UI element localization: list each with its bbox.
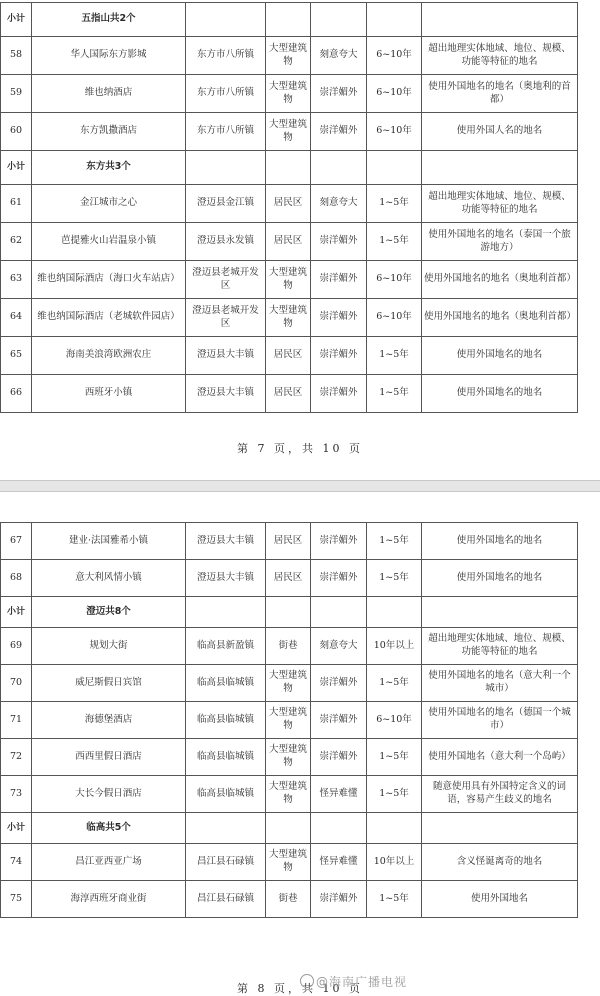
subtotal-name: 东方共3个	[32, 151, 186, 185]
subtotal-label: 小计	[1, 151, 32, 185]
category-cell: 大型建筑物	[266, 844, 311, 881]
place-name: 海德堡酒店	[32, 702, 186, 739]
row-number: 69	[1, 628, 32, 665]
category-cell: 大型建筑物	[266, 776, 311, 813]
row-number: 75	[1, 881, 32, 918]
feature-cell: 怪异难懂	[311, 776, 367, 813]
place-name: 东方凯撒酒店	[32, 113, 186, 151]
row-number: 74	[1, 844, 32, 881]
category-cell: 大型建筑物	[266, 702, 311, 739]
place-name: 金江城市之心	[32, 185, 186, 223]
years-cell: 6~10年	[367, 113, 422, 151]
subtotal-label: 小计	[1, 597, 32, 628]
feature-cell: 刻意夸大	[311, 628, 367, 665]
category-cell: 街巷	[266, 881, 311, 918]
feature-cell: 崇洋媚外	[311, 702, 367, 739]
years-cell: 1~5年	[367, 739, 422, 776]
feature-cell: 崇洋媚外	[311, 523, 367, 560]
table-row	[1, 223, 578, 261]
reason-cell: 使用外国地名的地名（德国一个城市）	[422, 702, 578, 739]
location-cell: 澄迈县老城开发区	[186, 261, 266, 299]
category-cell: 居民区	[266, 337, 311, 375]
years-cell: 10年以上	[367, 844, 422, 881]
location-cell: 东方市八所镇	[186, 37, 266, 75]
place-name: 大长今假日酒店	[32, 776, 186, 813]
row-number: 73	[1, 776, 32, 813]
feature-cell: 崇洋媚外	[311, 739, 367, 776]
row-number: 61	[1, 185, 32, 223]
reason-cell: 使用外国地名的地名（意大利一个城市）	[422, 665, 578, 702]
years-cell: 1~5年	[367, 375, 422, 413]
empty-cell	[311, 597, 367, 628]
category-cell: 居民区	[266, 523, 311, 560]
location-cell: 临高县临城镇	[186, 776, 266, 813]
feature-cell: 刻意夸大	[311, 37, 367, 75]
subtotal-label: 小计	[1, 3, 32, 37]
document-page-7	[0, 0, 600, 480]
subtotal-row	[1, 3, 578, 37]
row-number: 59	[1, 75, 32, 113]
location-cell: 东方市八所镇	[186, 75, 266, 113]
place-name: 西西里假日酒店	[32, 739, 186, 776]
row-number: 66	[1, 375, 32, 413]
row-number: 60	[1, 113, 32, 151]
place-name: 维也纳国际酒店（海口火车站店）	[32, 261, 186, 299]
reason-cell: 使用外国人名的地名	[422, 113, 578, 151]
row-number: 62	[1, 223, 32, 261]
page-footer: 第 8 页，共 10 页	[237, 982, 363, 995]
reason-cell: 使用外国地名的地名	[422, 560, 578, 597]
years-cell: 10年以上	[367, 628, 422, 665]
empty-cell	[311, 151, 367, 185]
years-cell: 1~5年	[367, 560, 422, 597]
table-row	[1, 375, 578, 413]
place-name: 芭提雅火山岩温泉小镇	[32, 223, 186, 261]
page-footer: 第 7 页，共 10 页	[237, 442, 363, 455]
feature-cell: 崇洋媚外	[311, 223, 367, 261]
table-row	[1, 739, 578, 776]
reason-cell: 使用外国地名（意大利一个岛屿）	[422, 739, 578, 776]
page-separator	[0, 480, 600, 492]
row-number: 63	[1, 261, 32, 299]
row-number: 72	[1, 739, 32, 776]
empty-cell	[422, 3, 578, 37]
empty-cell	[186, 3, 266, 37]
empty-cell	[186, 813, 266, 844]
table-row	[1, 261, 578, 299]
location-cell: 临高县临城镇	[186, 665, 266, 702]
reason-cell: 使用外国地名的地名	[422, 337, 578, 375]
location-cell: 临高县新盈镇	[186, 628, 266, 665]
empty-cell	[311, 3, 367, 37]
category-cell: 居民区	[266, 223, 311, 261]
feature-cell: 刻意夸大	[311, 185, 367, 223]
location-cell: 澄迈县大丰镇	[186, 560, 266, 597]
empty-cell	[266, 813, 311, 844]
subtotal-row	[1, 597, 578, 628]
empty-cell	[186, 597, 266, 628]
feature-cell: 崇洋媚外	[311, 261, 367, 299]
years-cell: 1~5年	[367, 881, 422, 918]
years-cell: 1~5年	[367, 523, 422, 560]
feature-cell: 崇洋媚外	[311, 113, 367, 151]
category-cell: 大型建筑物	[266, 299, 311, 337]
table-row	[1, 844, 578, 881]
table-row	[1, 37, 578, 75]
reason-cell: 使用外国地名的地名	[422, 375, 578, 413]
location-cell: 澄迈县永发镇	[186, 223, 266, 261]
years-cell: 6~10年	[367, 261, 422, 299]
reason-cell: 超出地理实体地域、地位、规模、功能等特征的地名	[422, 185, 578, 223]
category-cell: 街巷	[266, 628, 311, 665]
empty-cell	[422, 597, 578, 628]
feature-cell: 崇洋媚外	[311, 375, 367, 413]
location-cell: 东方市八所镇	[186, 113, 266, 151]
reason-cell: 使用外国地名的地名（奥地利的首都）	[422, 75, 578, 113]
place-name-table	[0, 522, 578, 918]
location-cell: 昌江县石碌镇	[186, 881, 266, 918]
years-cell: 1~5年	[367, 337, 422, 375]
years-cell: 1~5年	[367, 665, 422, 702]
feature-cell: 崇洋媚外	[311, 337, 367, 375]
place-name: 华人国际东方影城	[32, 37, 186, 75]
place-name: 海南美浪湾欧洲农庄	[32, 337, 186, 375]
reason-cell: 随意使用具有外国特定含义的词语，容易产生歧义的地名	[422, 776, 578, 813]
location-cell: 澄迈县老城开发区	[186, 299, 266, 337]
table-row	[1, 665, 578, 702]
location-cell: 澄迈县大丰镇	[186, 523, 266, 560]
place-name: 规划大街	[32, 628, 186, 665]
empty-cell	[186, 151, 266, 185]
years-cell: 1~5年	[367, 185, 422, 223]
reason-cell: 使用外国地名的地名（泰国一个旅游地方）	[422, 223, 578, 261]
years-cell: 1~5年	[367, 776, 422, 813]
empty-cell	[266, 3, 311, 37]
table-row	[1, 560, 578, 597]
empty-cell	[422, 151, 578, 185]
reason-cell: 使用外国地名的地名（奥地利首都）	[422, 299, 578, 337]
feature-cell: 崇洋媚外	[311, 560, 367, 597]
category-cell: 居民区	[266, 560, 311, 597]
place-name: 海淳西班牙商业街	[32, 881, 186, 918]
category-cell: 大型建筑物	[266, 113, 311, 151]
subtotal-row	[1, 151, 578, 185]
empty-cell	[422, 813, 578, 844]
reason-cell: 超出地理实体地域、地位、规模、功能等特征的地名	[422, 628, 578, 665]
table-row	[1, 523, 578, 560]
location-cell: 澄迈县金江镇	[186, 185, 266, 223]
empty-cell	[367, 597, 422, 628]
location-cell: 临高县临城镇	[186, 739, 266, 776]
location-cell: 临高县临城镇	[186, 702, 266, 739]
location-cell: 澄迈县大丰镇	[186, 375, 266, 413]
table-row	[1, 881, 578, 918]
place-name: 维也纳国际酒店（老城软件园店）	[32, 299, 186, 337]
table-row	[1, 185, 578, 223]
category-cell: 大型建筑物	[266, 665, 311, 702]
watermark: @海南广播电视	[300, 973, 407, 990]
years-cell: 6~10年	[367, 75, 422, 113]
document-page-8	[0, 492, 600, 993]
years-cell: 6~10年	[367, 299, 422, 337]
table-row	[1, 776, 578, 813]
empty-cell	[367, 813, 422, 844]
place-name: 建业·法国雅希小镇	[32, 523, 186, 560]
table-row	[1, 702, 578, 739]
category-cell: 大型建筑物	[266, 37, 311, 75]
category-cell: 大型建筑物	[266, 261, 311, 299]
years-cell: 1~5年	[367, 223, 422, 261]
place-name: 意大利风情小镇	[32, 560, 186, 597]
location-cell: 昌江县石碌镇	[186, 844, 266, 881]
feature-cell: 崇洋媚外	[311, 665, 367, 702]
table-row	[1, 113, 578, 151]
row-number: 64	[1, 299, 32, 337]
row-number: 65	[1, 337, 32, 375]
feature-cell: 崇洋媚外	[311, 299, 367, 337]
subtotal-name: 临高共5个	[32, 813, 186, 844]
weibo-icon	[300, 974, 314, 988]
empty-cell	[266, 597, 311, 628]
row-number: 68	[1, 560, 32, 597]
empty-cell	[367, 3, 422, 37]
row-number: 70	[1, 665, 32, 702]
years-cell: 6~10年	[367, 37, 422, 75]
feature-cell: 崇洋媚外	[311, 881, 367, 918]
subtotal-name: 五指山共2个	[32, 3, 186, 37]
row-number: 67	[1, 523, 32, 560]
place-name: 西班牙小镇	[32, 375, 186, 413]
reason-cell: 使用外国地名的地名	[422, 523, 578, 560]
subtotal-label: 小计	[1, 813, 32, 844]
reason-cell: 超出地理实体地域、地位、规模、功能等特征的地名	[422, 37, 578, 75]
subtotal-row	[1, 813, 578, 844]
years-cell: 6~10年	[367, 702, 422, 739]
table-row	[1, 628, 578, 665]
category-cell: 居民区	[266, 375, 311, 413]
category-cell: 居民区	[266, 185, 311, 223]
table-row	[1, 337, 578, 375]
table-row	[1, 75, 578, 113]
table-row	[1, 299, 578, 337]
row-number: 71	[1, 702, 32, 739]
place-name: 昌江亚西亚广场	[32, 844, 186, 881]
feature-cell: 怪异难懂	[311, 844, 367, 881]
reason-cell: 使用外国地名的地名（奥地利首都）	[422, 261, 578, 299]
place-name-table	[0, 2, 578, 413]
place-name: 维也纳酒店	[32, 75, 186, 113]
empty-cell	[367, 151, 422, 185]
reason-cell: 使用外国地名	[422, 881, 578, 918]
category-cell: 大型建筑物	[266, 75, 311, 113]
empty-cell	[311, 813, 367, 844]
category-cell: 大型建筑物	[266, 739, 311, 776]
place-name: 威尼斯假日宾馆	[32, 665, 186, 702]
reason-cell: 含义怪诞离奇的地名	[422, 844, 578, 881]
subtotal-name: 澄迈共8个	[32, 597, 186, 628]
location-cell: 澄迈县大丰镇	[186, 337, 266, 375]
feature-cell: 崇洋媚外	[311, 75, 367, 113]
row-number: 58	[1, 37, 32, 75]
empty-cell	[266, 151, 311, 185]
